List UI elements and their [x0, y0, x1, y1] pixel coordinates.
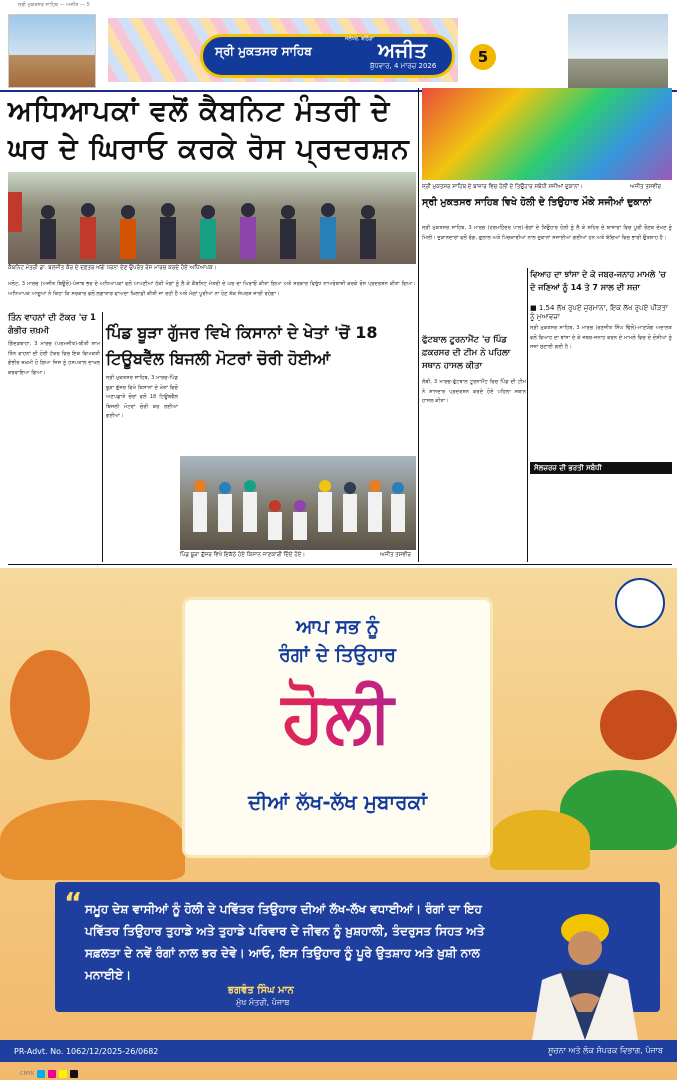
holi-body-cont: [422, 268, 526, 332]
masthead-paper-name: ਅਜੀਤ: [378, 38, 428, 62]
ad-department: ਸੂਚਨਾ ਅਤੇ ਲੋਕ ਸੰਪਰਕ ਵਿਭਾਗ, ਪੰਜਾਬ: [547, 1046, 663, 1055]
colour-pile-left: [0, 800, 185, 880]
chief-minister-portrait: [520, 908, 650, 1040]
ad-designation: ਮੁੱਖ ਮੰਤਰੀ, ਪੰਜਾਬ: [236, 998, 290, 1007]
sport-headline: ਫੁੱਟਬਾਲ ਟੂਰਨਾਮੈਂਟ 'ਚ ਪਿੰਡ ਫ਼ਕਰਸਰ ਦੀ ਟੀਮ ਨੇ ਪਹਿਲਾ ਸਥਾਨ ਹਾਸਲ ਕੀਤਾ: [422, 335, 511, 371]
masthead-photo-left: [8, 14, 96, 88]
holi-body: ਸ੍ਰੀ ਮੁਕਤਸਰ ਸਾਹਿਬ, 3 ਮਾਰਚ (ਹਰਮਹਿੰਦਰ ਪਾਲ)-ਰੰਗਾਂ ਦੇ ਤਿਉਹਾਰ ਹੋਲੀ ਨੂੰ ਲੈ ਕੇ ਸ਼ਹਿਰ ਦੇ ਬਾਜ਼ਾਰਾਂ ਵਿਚ ਪੂਰੀ ਰੌਣਕ ਦੇਖਣ ਨੂੰ ਮਿਲੀ। ਦੁਕਾਨਦਾਰਾਂ ਵਲੋਂ ਰੰਗ, ਗੁਲਾਲ ਅਤੇ ਪਿਚਕਾਰੀਆਂ ਨਾਲ ਦੁਕਾਨਾਂ ਸਜਾਈਆਂ ਗਈਆਂ ਹਨ ਅਤੇ ਬੱਚਿਆਂ ਵਿਚ ਭਾਰੀ ਉਤਸ਼ਾਹ ਹੈ।: [422, 225, 672, 241]
masthead-label: ਜਲੰਧਰ, ਬਠਿੰਡਾ: [345, 36, 374, 42]
portrait-figure: [520, 908, 650, 1040]
pot-icon: [10, 650, 90, 760]
accident-body: ਗਿੱਦੜਬਾਹਾ, 3 ਮਾਰਚ (ਪਰਮਜੀਤ)-ਬੀਤੀ ਸ਼ਾਮ ਤਿੰਨ ਵਾਹਨਾਂ ਦੀ ਹੋਈ ਟੱਕਰ ਵਿਚ ਇਕ ਵਿਅਕਤੀ ਗੰਭੀਰ ਜ਼ਖ਼ਮੀ ਹੋ ਗਿਆ ਜਿਸ ਨੂੰ ਹਸਪਤਾਲ ਦਾਖਲ ਕਰਵਾਇਆ ਗਿਆ।: [8, 341, 100, 376]
ad-footer: [0, 1040, 677, 1062]
ad-signature: ਭਗਵੰਤ ਸਿੰਘ ਮਾਨ: [228, 985, 294, 996]
ad-holi-title: ਹੋਲੀ: [185, 676, 490, 759]
print-colour-bar: [0, 1068, 677, 1080]
lead-photo: [8, 172, 416, 264]
farm-headline: ਪਿੰਡ ਬੂੜਾ ਗੁੱਜਰ ਵਿਖੇ ਕਿਸਾਨਾਂ ਦੇ ਖੇਤਾਂ 'ਚੋਂ 18 ਟਿਊਬਵੈੱਲ ਬਿਜਲੀ ਮੋਟਰਾਂ ਚੋਰੀ ਹੋਈਆਂ: [106, 323, 378, 368]
lead-body: ਮਲੋਟ, 3 ਮਾਰਚ (ਅਜੀਤ ਬਿਊਰੋ)-ਪੰਜਾਬ ਭਰ ਦੇ ਅਧਿਆਪਕਾਂ ਵਲੋਂ ਆਪਣੀਆਂ ਹੱਕੀ ਮੰਗਾਂ ਨੂੰ ਲੈ ਕੇ ਕੈਬਨਿਟ ਮੰਤਰੀ ਦੇ ਘਰ ਦਾ ਘਿਰਾਓ ਕੀਤਾ ਗਿਆ ਅਤੇ ਸਰਕਾਰ ਵਿਰੁੱਧ ਨਾਅਰੇਬਾਜ਼ੀ ਕਰਕੇ ਰੋਸ ਪ੍ਰਦਰਸ਼ਨ ਕੀਤਾ ਗਿਆ। ਅਧਿਆਪਕ ਆਗੂਆਂ ਨੇ ਕਿਹਾ ਕਿ ਸਰਕਾਰ ਵਲੋਂ ਲਗਾਤਾਰ ਵਾਅਦਾ ਖ਼ਿਲਾਫ਼ੀ ਕੀਤੀ ਜਾ ਰਹੀ ਹੈ ਅਤੇ ਮੰਗਾਂ ਪੂਰੀਆਂ ਨਾ ਹੋਣ ਤੱਕ ਸੰਘਰਸ਼ ਜਾਰੀ ਰਹੇਗਾ।: [8, 281, 416, 297]
colour-pile-yellow: [490, 810, 590, 870]
punjab-emblem-icon: [615, 578, 665, 628]
page-number: 5: [470, 44, 496, 70]
farm-body-cont: [180, 374, 250, 454]
holi-headline: ਸ੍ਰੀ ਮੁਕਤਸਰ ਸਾਹਿਬ ਵਿਖੇ ਹੋਲੀ ਦੇ ਤਿਉਹਾਰ ਮੌਕੇ ਸਜੀਆਂ ਦੁਕਾਨਾਂ: [422, 197, 652, 208]
ad-greeting-line2: ਰੰਗਾਂ ਦੇ ਤਿਉਹਾਰ: [278, 644, 397, 666]
open-quote-icon: “: [64, 886, 83, 919]
lead-caption: ਕੈਬਨਿਟ ਮੰਤਰੀ ਡਾ. ਬਲਜੀਤ ਕੌਰ ਦੇ ਦਫ਼ਤਰ ਅੱਗੇ ਧਰਨਾ ਦੇਣ ਉਪਰੰਤ ਰੋਸ ਮਾਰਚ ਕਰਦੇ ਹੋਏ ਅਧਿਆਪਕ।: [8, 265, 217, 271]
holi-shop-photo: [422, 88, 672, 180]
farm-caption: ਪਿੰਡ ਬੂੜਾ ਗੁੱਜਰ ਵਿਖੇ ਇਕੱਠੇ ਹੋਏ ਕਿਸਾਨ ਜਾਣਕਾਰੀ ਦਿੰਦੇ ਹੋਏ।: [180, 552, 306, 558]
masthead-photo-right: [568, 14, 668, 88]
column-rule: [102, 312, 103, 562]
column-rule: [418, 88, 419, 562]
sport-body: ਲੰਬੀ, 3 ਮਾਰਚ-ਫੁੱਟਬਾਲ ਟੂਰਨਾਮੈਂਟ ਵਿਚ ਪਿੰਡ ਦੀ ਟੀਮ ਨੇ ਸ਼ਾਨਦਾਰ ਪ੍ਰਦਰਸ਼ਨ ਕਰਦੇ ਹੋਏ ਪਹਿਲਾ ਸਥਾਨ ਹਾਸਲ ਕੀਤਾ।: [422, 379, 526, 405]
recruit-body: [530, 476, 672, 548]
print-slug: ਸ੍ਰੀ ਮੁਕਤਸਰ ਸਾਹਿਬ — ਅਜੀਤ — 5: [18, 2, 90, 8]
masthead-city: ਸ੍ਰੀ ਮੁਕਤਸਰ ਸਾਹਿਬ: [215, 44, 312, 58]
court-bullet: ■ 1.54 ਲੱਖ ਰੁਪਏ ਜੁਰਮਾਨਾ, ਇਕ ਲੱਖ ਰੁਪਏ ਪੀੜਤਾ ਨੂੰ ਮੁਆਵਜ਼ਾ: [530, 304, 669, 321]
accident-headline: ਤਿੰਨ ਵਾਹਨਾਂ ਦੀ ਟੱਕਰ 'ਚ 1 ਗੰਭੀਰ ਜ਼ਖ਼ਮੀ: [8, 313, 96, 336]
column-rule: [527, 268, 528, 562]
court-headline: ਵਿਆਹ ਦਾ ਝਾਂਸਾ ਦੇ ਕੇ ਜਬਰ-ਜਨਾਹ ਮਾਮਲੇ 'ਚ ਦੋ ਜਣਿਆਂ ਨੂੰ 14 ਤੇ 7 ਸਾਲ ਦੀ ਸਜ਼ਾ: [530, 270, 666, 292]
holi-caption: ਸ੍ਰੀ ਮੁਕਤਸਰ ਸਾਹਿਬ ਦੇ ਬਾਜ਼ਾਰ ਵਿਚ ਹੋਲੀ ਦੇ ਤਿਉਹਾਰ ਸਬੰਧੀ ਸਜੀਆਂ ਦੁਕਾਨਾਂ।: [422, 184, 583, 190]
lead-photo-crowd: [8, 172, 416, 264]
lamp-icon: [600, 690, 677, 760]
cmyk-label: CMYK: [20, 1071, 35, 1077]
farm-photo-group: [180, 456, 416, 550]
farm-photo: [180, 456, 416, 550]
court-body: ਸ੍ਰੀ ਮੁਕਤਸਰ ਸਾਹਿਬ, 3 ਮਾਰਚ (ਰਣਜੀਤ ਸਿੰਘ ਢਿੱਲੋਂ)-ਮਾਣਯੋਗ ਅਦਾਲਤ ਵਲੋਂ ਵਿਆਹ ਦਾ ਝਾਂਸਾ ਦੇ ਕੇ ਜਬਰ-ਜਨਾਹ ਕਰਨ ਦੇ ਮਾਮਲੇ ਵਿਚ ਦੋ ਦੋਸ਼ੀਆਂ ਨੂੰ ਸਜ਼ਾ ਸੁਣਾਈ ਗਈ ਹੈ।: [530, 325, 672, 351]
recruit-title: ਸੋਲਜ਼ਰਜ਼ ਦੀ ਭਰਤੀ ਸਬੰਧੀ: [530, 462, 672, 474]
black-swatch: [70, 1070, 78, 1078]
magenta-swatch: [48, 1070, 56, 1078]
lead-headline: ਅਧਿਆਪਕਾਂ ਵਲੋਂ ਕੈਬਨਿਟ ਮੰਤਰੀ ਦੇ ਘਰ ਦੇ ਘਿਰਾਓ ਕਰਕੇ ਰੋਸ ਪ੍ਰਦਰਸ਼ਨ: [8, 94, 410, 165]
holi-credit: ਅਜੀਤ ਤਸਵੀਰ: [630, 184, 661, 190]
ad-greeting-line1: ਆਪ ਸਭ ਨੂੰ: [296, 616, 379, 638]
ad-separator: [8, 564, 672, 565]
ad-message: ਸਮੂਹ ਦੇਸ਼ ਵਾਸੀਆਂ ਨੂੰ ਹੋਲੀ ਦੇ ਪਵਿੱਤਰ ਤਿਉਹਾਰ ਦੀਆਂ ਲੱਖ-ਲੱਖ ਵਧਾਈਆਂ। ਰੰਗਾਂ ਦਾ ਇਹ ਪਵਿੱਤਰ ਤਿਉਹਾਰ ਤੁਹਾਡੇ ਅਤੇ ਤੁਹਾਡੇ ਪਰਿਵਾਰ ਦੇ ਜੀਵਨ ਨੂੰ ਖ਼ੁਸ਼ਹਾਲੀ, ਤੰਦਰੁਸਤ ਸਿਹਤ ਅਤੇ ਸਫ਼ਲਤਾ ਦੇ ਨਵੇਂ ਰੰਗਾਂ ਨਾਲ ਭਰ ਦੇਵੇ। ਆਓ, ਇਸ ਤਿਉਹਾਰ ਨੂੰ ਪੂਰੇ ਉਤਸ਼ਾਹ ਅਤੇ ਖ਼ੁਸ਼ੀ ਨਾਲ ਮਨਾਈਏ।: [85, 902, 485, 982]
yellow-swatch: [59, 1070, 67, 1078]
masthead-date: ਬੁੱਧਵਾਰ, 4 ਮਾਰਚ 2026: [370, 62, 437, 70]
farm-credit: ਅਜੀਤ ਤਸਵੀਰ: [380, 552, 411, 558]
ad-greeting-line3: ਦੀਆਂ ਲੱਖ-ਲੱਖ ਮੁਬਾਰਕਾਂ: [248, 790, 427, 814]
court-bullet-text: 1.54 ਲੱਖ ਰੁਪਏ ਜੁਰਮਾਨਾ, ਇਕ ਲੱਖ ਰੁਪਏ ਪੀੜਤਾ ਨੂੰ ਮੁਆਵਜ਼ਾ: [530, 304, 669, 321]
cyan-swatch: [37, 1070, 45, 1078]
ad-advt-number: PR-Advt. No. 1062/12/2025-26/0682: [14, 1046, 159, 1056]
farm-body: ਸ੍ਰੀ ਮੁਕਤਸਰ ਸਾਹਿਬ, 3 ਮਾਰਚ-ਪਿੰਡ ਬੂੜਾ ਗੁੱਜਰ ਵਿਖੇ ਕਿਸਾਨਾਂ ਦੇ ਖੇਤਾਂ ਵਿਚੋਂ ਅਣਪਛਾਤੇ ਚੋਰਾਂ ਵਲੋਂ 18 ਟਿਊਬਵੈੱਲ ਬਿਜਲੀ ਮੋਟਰਾਂ ਚੋਰੀ ਕਰ ਲਈਆਂ ਗਈਆਂ।: [106, 375, 178, 420]
